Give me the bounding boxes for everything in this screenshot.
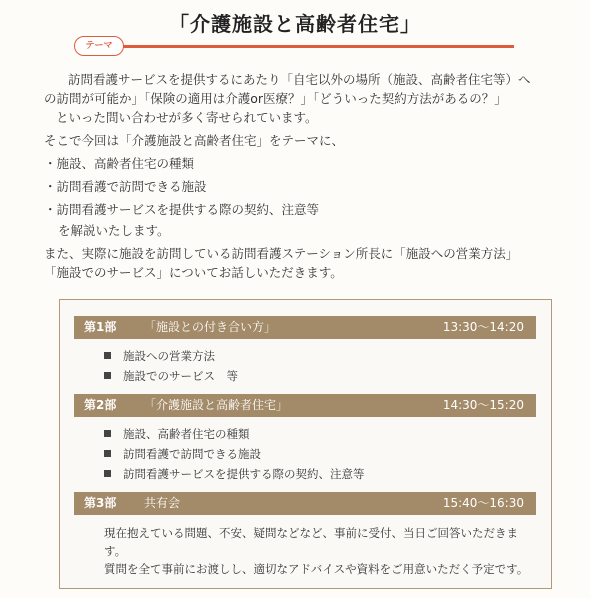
part-title: 「介護施設と高齢者住宅」: [144, 398, 289, 412]
part-number: 第1部: [84, 320, 117, 334]
intro-line: 訪問看護サービスを提供するにあたり「自宅以外の場所（施設、高齢者住宅等）へ: [68, 72, 531, 87]
part-title: 「施設との付き合い方」: [144, 320, 277, 334]
intro-line: の訪問が可能か」「保険の適用は介護or医療？」「どういった契約方法があるの？」: [44, 91, 507, 106]
part-time: 15:40～16:30: [442, 496, 524, 510]
note-line: 質問を全て事前にお渡しし、適切なアドバイスや資料をご用意いただく予定です。: [104, 562, 529, 576]
part-1-header: [74, 316, 536, 339]
intro-line: そこで今回は「介護施設と高齢者住宅」をテーマに、: [44, 133, 345, 148]
intro-text: [44, 70, 564, 282]
part-1-items: [104, 346, 238, 386]
part-time: 14:30～15:20: [442, 398, 524, 412]
intro-bullet: ・施設、高齢者住宅の種類: [44, 156, 195, 171]
part-3-note: [104, 524, 534, 578]
theme-divider: [94, 45, 514, 48]
part-number: 第2部: [84, 398, 117, 412]
square-bullet-icon: [104, 470, 111, 477]
intro-bullet: ・訪問看護で訪問できる施設: [44, 179, 207, 194]
square-bullet-icon: [104, 352, 111, 359]
theme-badge: テーマ: [74, 36, 124, 56]
list-item: 訪問看護で訪問できる施設: [104, 444, 365, 464]
intro-line: また、実際に施設を訪問している訪問看護ステーション所長に「施設への営業方法」: [44, 246, 519, 261]
part-2-header: [74, 394, 536, 417]
square-bullet-icon: [104, 450, 111, 457]
part-3-header: [74, 492, 536, 515]
program-box: [59, 299, 552, 589]
square-bullet-icon: [104, 372, 111, 379]
part-title: 共有会: [144, 496, 181, 510]
list-item: 施設への営業方法: [104, 346, 238, 366]
list-item: 施設でのサービス 等: [104, 366, 238, 386]
page-title: 「介護施設と高齢者住宅」: [169, 12, 421, 36]
intro-line: 「施設でのサービス」についてお話しいただきます。: [44, 265, 343, 280]
square-bullet-icon: [104, 430, 111, 437]
list-item: 訪問看護サービスを提供する際の契約、注意等: [104, 464, 365, 484]
intro-line: を解説いたします。: [58, 223, 170, 238]
list-item: 施設、高齢者住宅の種類: [104, 424, 365, 444]
theme-header: [74, 38, 514, 60]
note-line: 現在抱えている問題、不安、疑問などなど、事前に受付、当日ご回答いただきます。: [104, 526, 518, 558]
part-number: 第3部: [84, 496, 117, 510]
part-time: 13:30～14:20: [442, 320, 524, 334]
intro-bullet: ・訪問看護サービスを提供する際の契約、注意等: [44, 202, 320, 217]
intro-line: といった問い合わせが多く寄せられています。: [56, 110, 318, 125]
part-2-items: [104, 424, 365, 484]
